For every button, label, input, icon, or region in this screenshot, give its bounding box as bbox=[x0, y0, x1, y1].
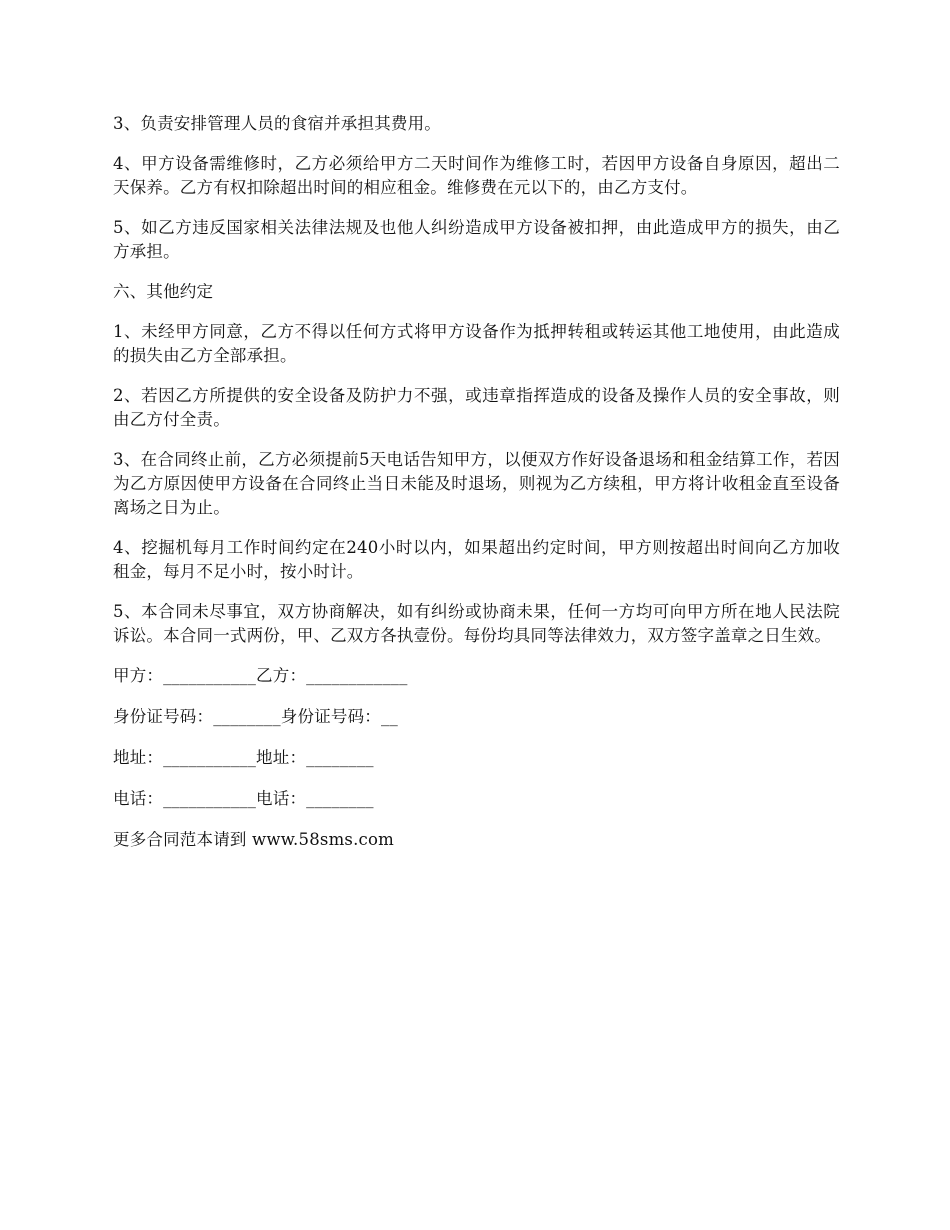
other-clause-4: 4、挖掘机每月工作时间约定在240小时以内，如果超出约定时间，甲方则按超出时间向乙方加收租金，每月不足小时，按小时计。 bbox=[113, 538, 840, 581]
other-clause-2: 2、若因乙方所提供的安全设备及防护力不强，或违章指挥造成的设备及操作人员的安全事故，则由乙方付全责。 bbox=[113, 386, 840, 429]
signature-phone-line: 电话：___________电话：________ bbox=[113, 789, 374, 808]
other-clause-3: 3、在合同终止前，乙方必须提前5天电话告知甲方，以便双方作好设备退场和租金结算工作，若因为乙方原因使甲方设备在合同终止当日未能及时退场，则视为乙方续租，甲方将计收租金直至设备离场之日为止。 bbox=[113, 450, 840, 517]
signature-id-line: 身份证号码：________身份证号码：__ bbox=[113, 707, 398, 726]
clause-5-seizure: 5、如乙方违反国家相关法律法规及也他人纠纷造成甲方设备被扣押，由此造成甲方的损失，由乙方承担。 bbox=[113, 218, 840, 261]
signature-address-line: 地址：___________地址：________ bbox=[113, 748, 374, 767]
other-clause-1: 1、未经甲方同意，乙方不得以任何方式将甲方设备作为抵押转租或转运其他工地使用，由此造成的损失由乙方全部承担。 bbox=[113, 322, 840, 365]
signature-party-line: 甲方：___________乙方：____________ bbox=[113, 666, 408, 685]
other-clause-5: 5、本合同未尽事宜，双方协商解决，如有纠纷或协商未果，任何一方均可向甲方所在地人民法院诉讼。本合同一式两份，甲、乙双方各执壹份。每份均具同等法律效力，双方签字盖章之日生效。 bbox=[113, 602, 840, 645]
clause-3-accommodation: 3、负责安排管理人员的食宿并承担其费用。 bbox=[113, 114, 441, 133]
section-heading-other-terms: 六、其他约定 bbox=[113, 282, 214, 301]
clause-4-maintenance: 4、甲方设备需维修时，乙方必须给甲方二天时间作为维修工时，若因甲方设备自身原因，超出二天保养。乙方有权扣除超出时间的相应租金。维修费在元以下的，由乙方支付。 bbox=[113, 154, 840, 197]
footer-link-text: 更多合同范本请到 www.58sms.com bbox=[113, 830, 394, 849]
